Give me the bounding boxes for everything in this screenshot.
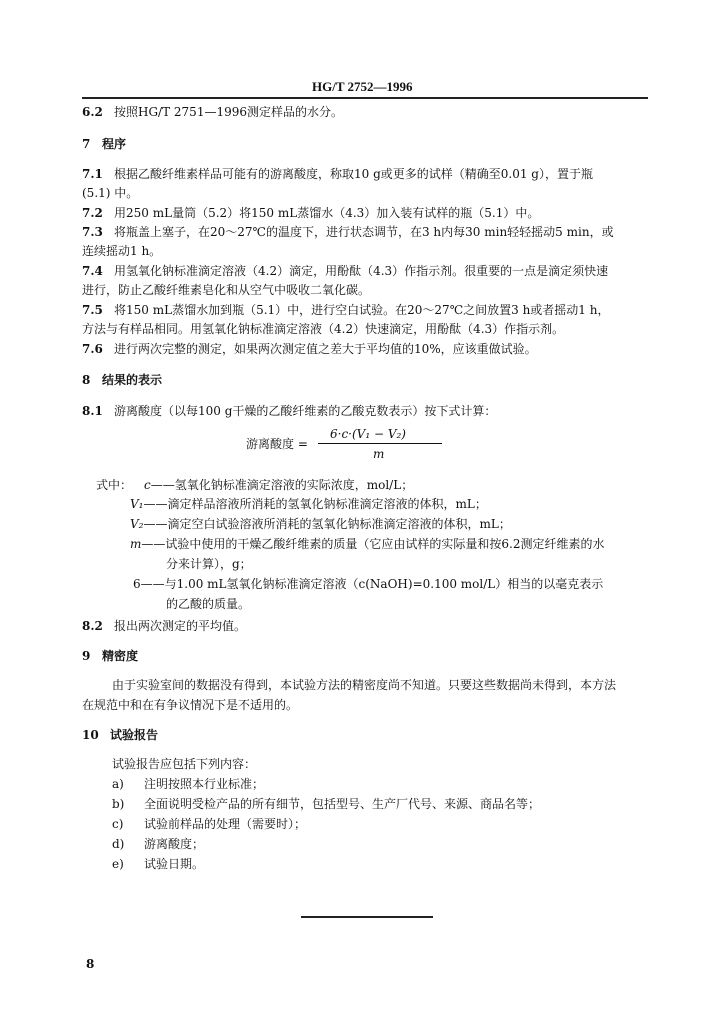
section-number: 8 [82, 373, 91, 387]
clause-7-6 [82, 342, 537, 356]
clause-number: 7.5 [82, 303, 103, 317]
list-item [112, 817, 306, 831]
variable-definition: ——氢氧化钠标准滴定溶液的实际浓度，mol/L； [150, 478, 414, 492]
clause-8-1 [82, 404, 496, 418]
variable-c [144, 478, 413, 492]
clause-text: 用氢氧化钠标准滴定溶液（4.2）滴定，用酚酞（4.3）作指示剂。很重要的一点是滴定须快速 [114, 264, 609, 278]
variable-6-line1 [133, 577, 603, 591]
clause-text: 将150 mL蒸馏水加到瓶（5.1）中，进行空白试验。在20～27℃之间放置3 h或者摇动1 h， [114, 303, 610, 317]
clause-7-1-line2: (5.1) 中。 [82, 186, 139, 200]
variable-symbol: V₂ [130, 517, 144, 531]
clause-text: 报出两次测定的平均值。 [114, 619, 247, 633]
variable-v1 [130, 497, 487, 511]
precision-paragraph-line1: 由于实验室间的数据没有得到，本试验方法的精密度尚不知道。只要这些数据尚未得到，本方法 [112, 678, 617, 692]
list-item-text: 游离酸度； [144, 837, 205, 851]
clause-text: 用250 mL量筒（5.2）将150 mL蒸馏水（4.3）加入装有试样的瓶（5.1）中。 [114, 206, 540, 220]
list-item [112, 857, 204, 871]
clause-text: 进行两次完整的测定，如果两次测定值之差大于平均值的10%，应该重做试验。 [114, 342, 537, 356]
variable-definition: ——与1.00 mL氢氧化钠标准滴定溶液（c(NaOH)=0.100 mol/L）相当的以毫克表示 [140, 577, 604, 591]
variable-definition: ——滴定样品溶液所消耗的氢氧化钠标准滴定溶液的体积，mL； [143, 497, 487, 511]
clause-7-1-line1 [82, 167, 593, 181]
clause-6-2 [82, 105, 343, 119]
list-item-label: b) [112, 797, 125, 811]
clause-8-2 [82, 619, 246, 633]
clause-7-3-line2: 连续摇动1 h。 [82, 244, 162, 258]
list-item [112, 837, 204, 851]
section-title: 精密度 [102, 649, 139, 663]
variable-symbol: V₁ [130, 497, 144, 511]
formula-denominator: m [373, 447, 385, 461]
end-of-document-rule [301, 916, 433, 918]
formula-numerator: 6·c·(V₁ − V₂) [330, 427, 406, 441]
clause-text: 将瓶盖上塞子，在20～27℃的温度下，进行状态调节，在3 h内每30 min轻轻摇动5 min，或 [114, 225, 614, 239]
precision-paragraph-line2: 在规范中和在有争议情况下是不适用的。 [82, 698, 299, 712]
clause-number: 7.6 [82, 342, 103, 356]
clause-7-3-line1 [82, 225, 614, 239]
clause-number: 7.2 [82, 206, 103, 220]
section-8-heading [82, 373, 162, 387]
list-item-text: 试验前样品的处理（需要时）； [144, 817, 307, 831]
list-item-text: 注明按照本行业标准； [144, 777, 265, 791]
header-rule [82, 97, 648, 99]
clause-7-5-line2: 方法与有样品相同。用氢氧化钠标准滴定溶液（4.2）快速滴定，用酚酞（4.3）作指示剂。 [82, 322, 565, 336]
list-item-label: e) [112, 857, 124, 871]
formula-label: 游离酸度 = [246, 437, 308, 451]
clause-number: 7.3 [82, 225, 103, 239]
clause-7-4-line1 [82, 264, 608, 278]
section-number: 10 [82, 728, 99, 742]
clause-7-5-line1 [82, 303, 609, 317]
where-intro: 式中： [96, 478, 133, 492]
clause-7-2 [82, 206, 539, 220]
list-item [112, 797, 540, 811]
clause-text: 根据乙酸纤维素样品可能有的游离酸度，称取10 g或更多的试样（精确至0.01 g），置于瓶 [114, 167, 593, 181]
clause-number: 8.2 [82, 619, 103, 633]
clause-number: 8.1 [82, 404, 103, 418]
section-10-heading [82, 728, 158, 742]
section-title: 结果的表示 [102, 373, 163, 387]
variable-definition: ——滴定空白试验溶液所消耗的氢氧化钠标准滴定溶液的体积，mL； [143, 517, 511, 531]
list-item-label: a) [112, 777, 124, 791]
list-item-text: 试验日期。 [144, 857, 205, 871]
section-7-heading [82, 137, 126, 151]
section-9-heading [82, 649, 138, 663]
clause-text: 游离酸度（以每100 g干燥的乙酸纤维素的乙酸克数表示）按下式计算： [114, 404, 497, 418]
variable-m-line1 [130, 537, 604, 551]
section-title: 试验报告 [110, 728, 159, 742]
variable-symbol: c [144, 478, 151, 492]
variable-v2 [130, 517, 511, 531]
report-intro: 试验报告应包括下列内容： [112, 757, 257, 771]
clause-number: 6.2 [82, 105, 103, 119]
list-item-text: 全面说明受检产品的所有细节，包括型号、生产厂代号、来源、商品名等； [144, 797, 541, 811]
variable-6-line2: 的乙酸的质量。 [166, 597, 251, 611]
variable-definition: ——试验中使用的干燥乙酸纤维素的质量（它应由试样的实际量和按6.2测定纤维素的水 [141, 537, 605, 551]
page-number: 8 [86, 957, 95, 971]
clause-7-4-line2: 进行，防止乙酸纤维素皂化和从空气中吸收二氧化碳。 [82, 283, 371, 297]
list-item-label: d) [112, 837, 125, 851]
list-item [112, 777, 264, 791]
clause-text: 按照HG/T 2751—1996测定样品的水分。 [114, 105, 343, 119]
clause-number: 7.4 [82, 264, 103, 278]
section-title: 程序 [102, 137, 127, 151]
variable-m-line2: 分来计算），g； [166, 557, 252, 571]
document-code: HG/T 2752—1996 [312, 79, 413, 94]
clause-number: 7.1 [82, 167, 103, 181]
list-item-label: c) [112, 817, 124, 831]
formula-fraction-bar [318, 443, 442, 444]
variable-symbol: 6 [133, 577, 141, 591]
section-number: 9 [82, 649, 91, 663]
section-number: 7 [82, 137, 91, 151]
variable-symbol: m [130, 537, 142, 551]
